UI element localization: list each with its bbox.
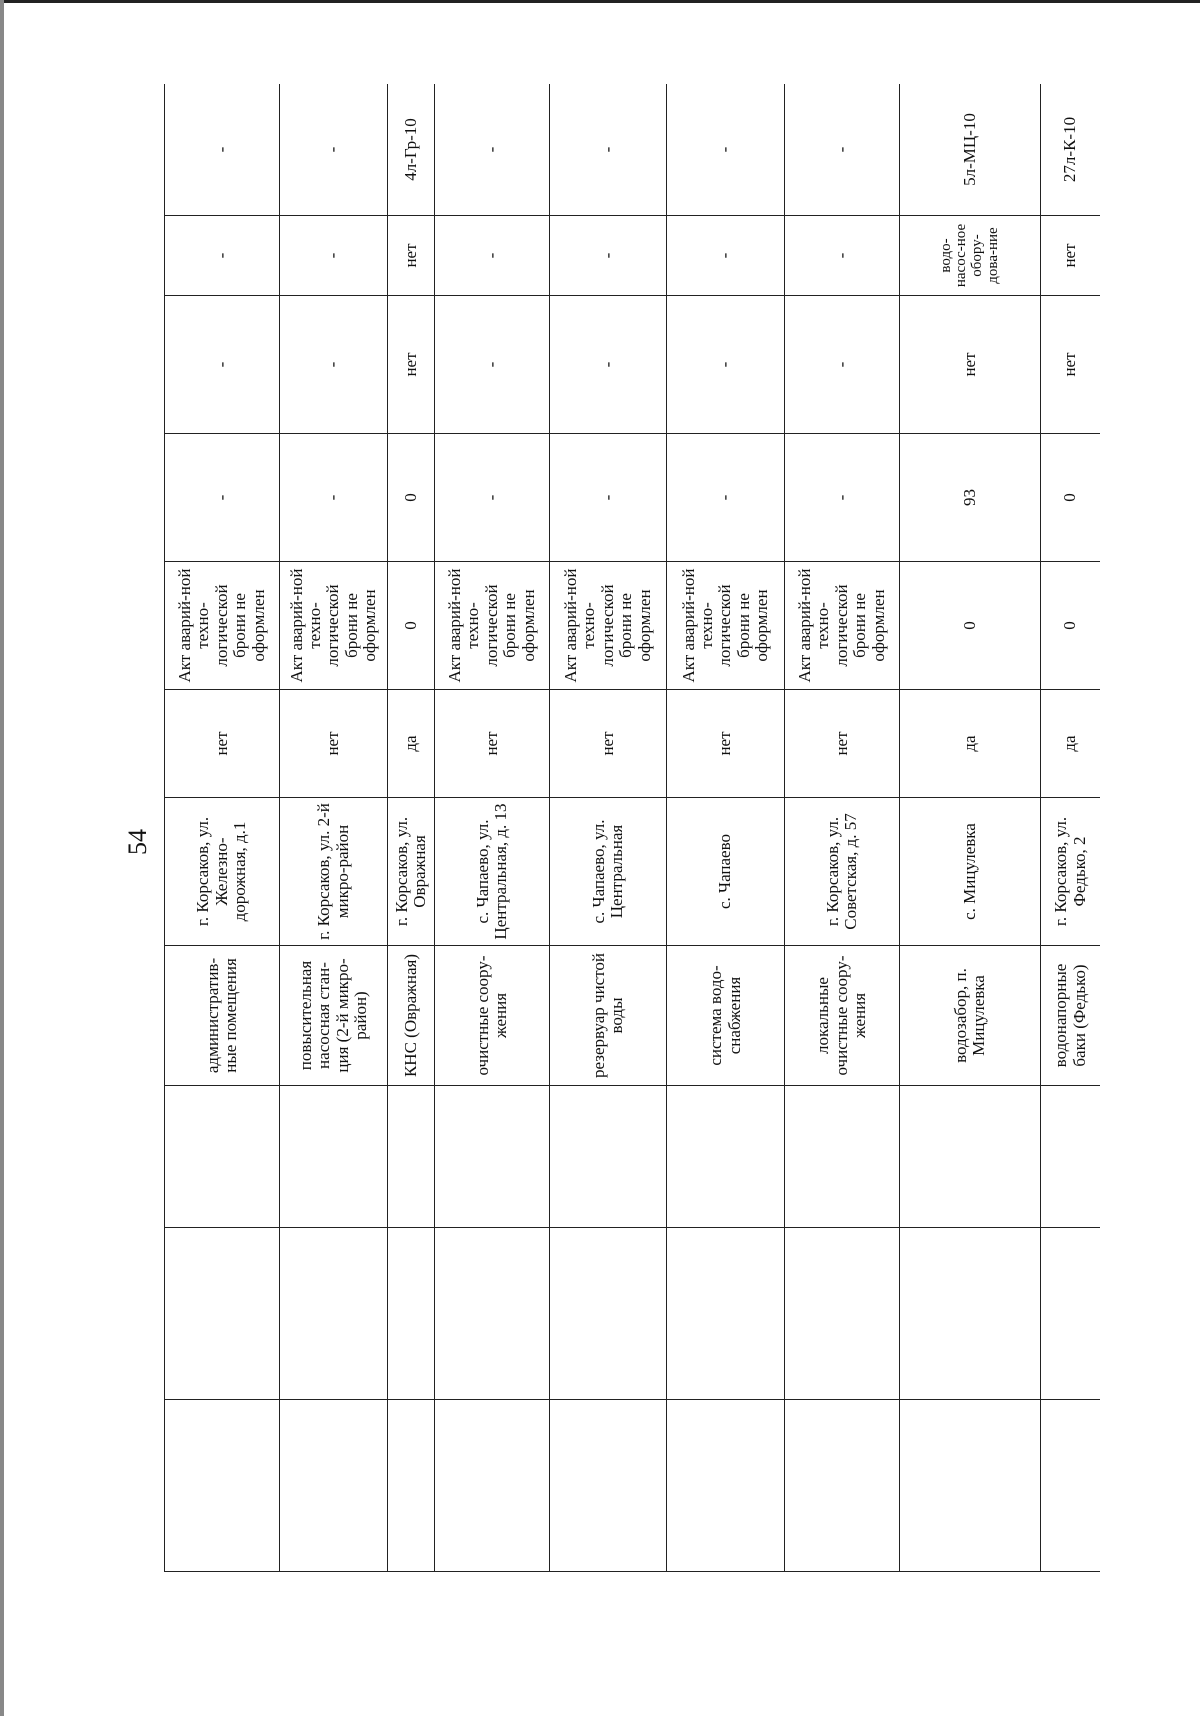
cell-col3 [165,1086,280,1228]
cell-field2: - [667,216,785,296]
cell-act: Акт аварий-ной техно-логической брони не оформлен [667,562,785,690]
cell-col2 [785,1228,900,1400]
cell-value: 0 [388,434,435,562]
cell-col3 [550,1086,667,1228]
cell-code: 27л-К-10 [1041,84,1101,216]
cell-col1 [550,1400,667,1572]
cell-flag: да [388,690,435,798]
cell-field2: - [280,216,388,296]
cell-flag: нет [435,690,550,798]
cell-flag: да [1041,690,1101,798]
cell-col1 [667,1400,785,1572]
cell-field1: - [435,296,550,434]
cell-act: Акт аварий-ной техно-логической брони не оформлен [280,562,388,690]
cell-field2: нет [388,216,435,296]
cell-value: 93 [900,434,1041,562]
cell-col3 [1041,1086,1101,1228]
cell-value: 0 [1041,434,1101,562]
cell-field2: - [550,216,667,296]
table-row [900,84,1041,1572]
table-row [280,84,388,1572]
cell-col1 [435,1400,550,1572]
cell-code: 4л-Гр-10 [388,84,435,216]
cell-col2 [165,1228,280,1400]
cell-flag: нет [280,690,388,798]
cell-flag: нет [667,690,785,798]
cell-act: Акт аварий-ной техно-логической брони не оформлен [785,562,900,690]
cell-col2 [900,1228,1041,1400]
cell-col2 [1041,1228,1101,1400]
cell-col3 [388,1086,435,1228]
table-row [435,84,550,1572]
cell-col1 [785,1400,900,1572]
cell-act: Акт аварий-ной техно-логической брони не оформлен [435,562,550,690]
cell-flag: нет [785,690,900,798]
cell-col2 [388,1228,435,1400]
cell-object: административ-ные помещения [165,946,280,1086]
cell-address: с. Чапаево [667,798,785,946]
cell-field1: нет [1041,296,1101,434]
cell-col2 [667,1228,785,1400]
cell-col3 [900,1086,1041,1228]
cell-value: - [785,434,900,562]
table-row [1041,84,1101,1572]
cell-value: - [435,434,550,562]
cell-field1: нет [388,296,435,434]
cell-object: водозабор, п. Мицулевка [900,946,1041,1086]
cell-field2: - [435,216,550,296]
scan-left-edge [0,0,4,1716]
table-row [388,84,435,1572]
cell-address: с. Чапаево, ул. Центральная [550,798,667,946]
cell-col2 [280,1228,388,1400]
cell-code: - [165,84,280,216]
cell-col3 [280,1086,388,1228]
cell-value: - [550,434,667,562]
rotated-table-container [164,84,1100,1572]
cell-col2 [435,1228,550,1400]
cell-address: г. Корсаков, ул. Овражная [388,798,435,946]
cell-col3 [667,1086,785,1228]
cell-code: - [280,84,388,216]
cell-value: - [667,434,785,562]
cell-object: резервуар чистой воды [550,946,667,1086]
cell-code: - [435,84,550,216]
cell-act: Акт аварий-ной техно-логической брони не оформлен [550,562,667,690]
cell-field2: - [785,216,900,296]
table-row [165,84,280,1572]
cell-col1 [900,1400,1041,1572]
cell-act: 0 [388,562,435,690]
cell-act: 0 [1041,562,1101,690]
cell-flag: нет [165,690,280,798]
cell-object: система водо-снабжения [667,946,785,1086]
cell-flag: да [900,690,1041,798]
table-viewport [164,84,1100,1572]
cell-field1: нет [900,296,1041,434]
scan-top-edge [0,0,1200,3]
cell-object: КНС (Овражная) [388,946,435,1086]
cell-col1 [1041,1400,1101,1572]
page-number: 54 [123,829,152,855]
cell-act: Акт аварий-ной техно-логической брони не оформлен [165,562,280,690]
cell-code: - [785,84,900,216]
cell-code: - [667,84,785,216]
cell-object: водонапорные баки (Федько) [1041,946,1101,1086]
cell-field2: нет [1041,216,1101,296]
cell-field1: - [667,296,785,434]
table-row [550,84,667,1572]
cell-col1 [165,1400,280,1572]
cell-col3 [435,1086,550,1228]
cell-field1: - [280,296,388,434]
cell-col1 [388,1400,435,1572]
cell-field2: водо-насос-ное обору-дова-ние [900,216,1041,296]
cell-address: с. Мицулевка [900,798,1041,946]
cell-act: 0 [900,562,1041,690]
object-table [164,84,1100,1572]
cell-flag: нет [550,690,667,798]
cell-field1: - [165,296,280,434]
table-row [785,84,900,1572]
cell-code: 5л-МЦ-10 [900,84,1041,216]
cell-object: локальные очистные соору-жения [785,946,900,1086]
cell-object: очистные соору-жения [435,946,550,1086]
cell-col3 [785,1086,900,1228]
cell-col1 [280,1400,388,1572]
cell-value: - [165,434,280,562]
cell-address: г. Корсаков, ул. Железно-дорожная, д.1 [165,798,280,946]
cell-col2 [550,1228,667,1400]
cell-address: г. Корсаков, ул. Федько, 2 [1041,798,1101,946]
cell-value: - [280,434,388,562]
table-row [667,84,785,1572]
cell-field2: - [165,216,280,296]
cell-address: с. Чапаево, ул. Центральная, д. 13 [435,798,550,946]
cell-address: г. Корсаков, ул. 2-й микро-район [280,798,388,946]
cell-object: повысительная насосная стан-ция (2-й микро-район) [280,946,388,1086]
cell-code: - [550,84,667,216]
cell-field1: - [785,296,900,434]
cell-address: г. Корсаков, ул. Советская, д. 57 [785,798,900,946]
cell-field1: - [550,296,667,434]
